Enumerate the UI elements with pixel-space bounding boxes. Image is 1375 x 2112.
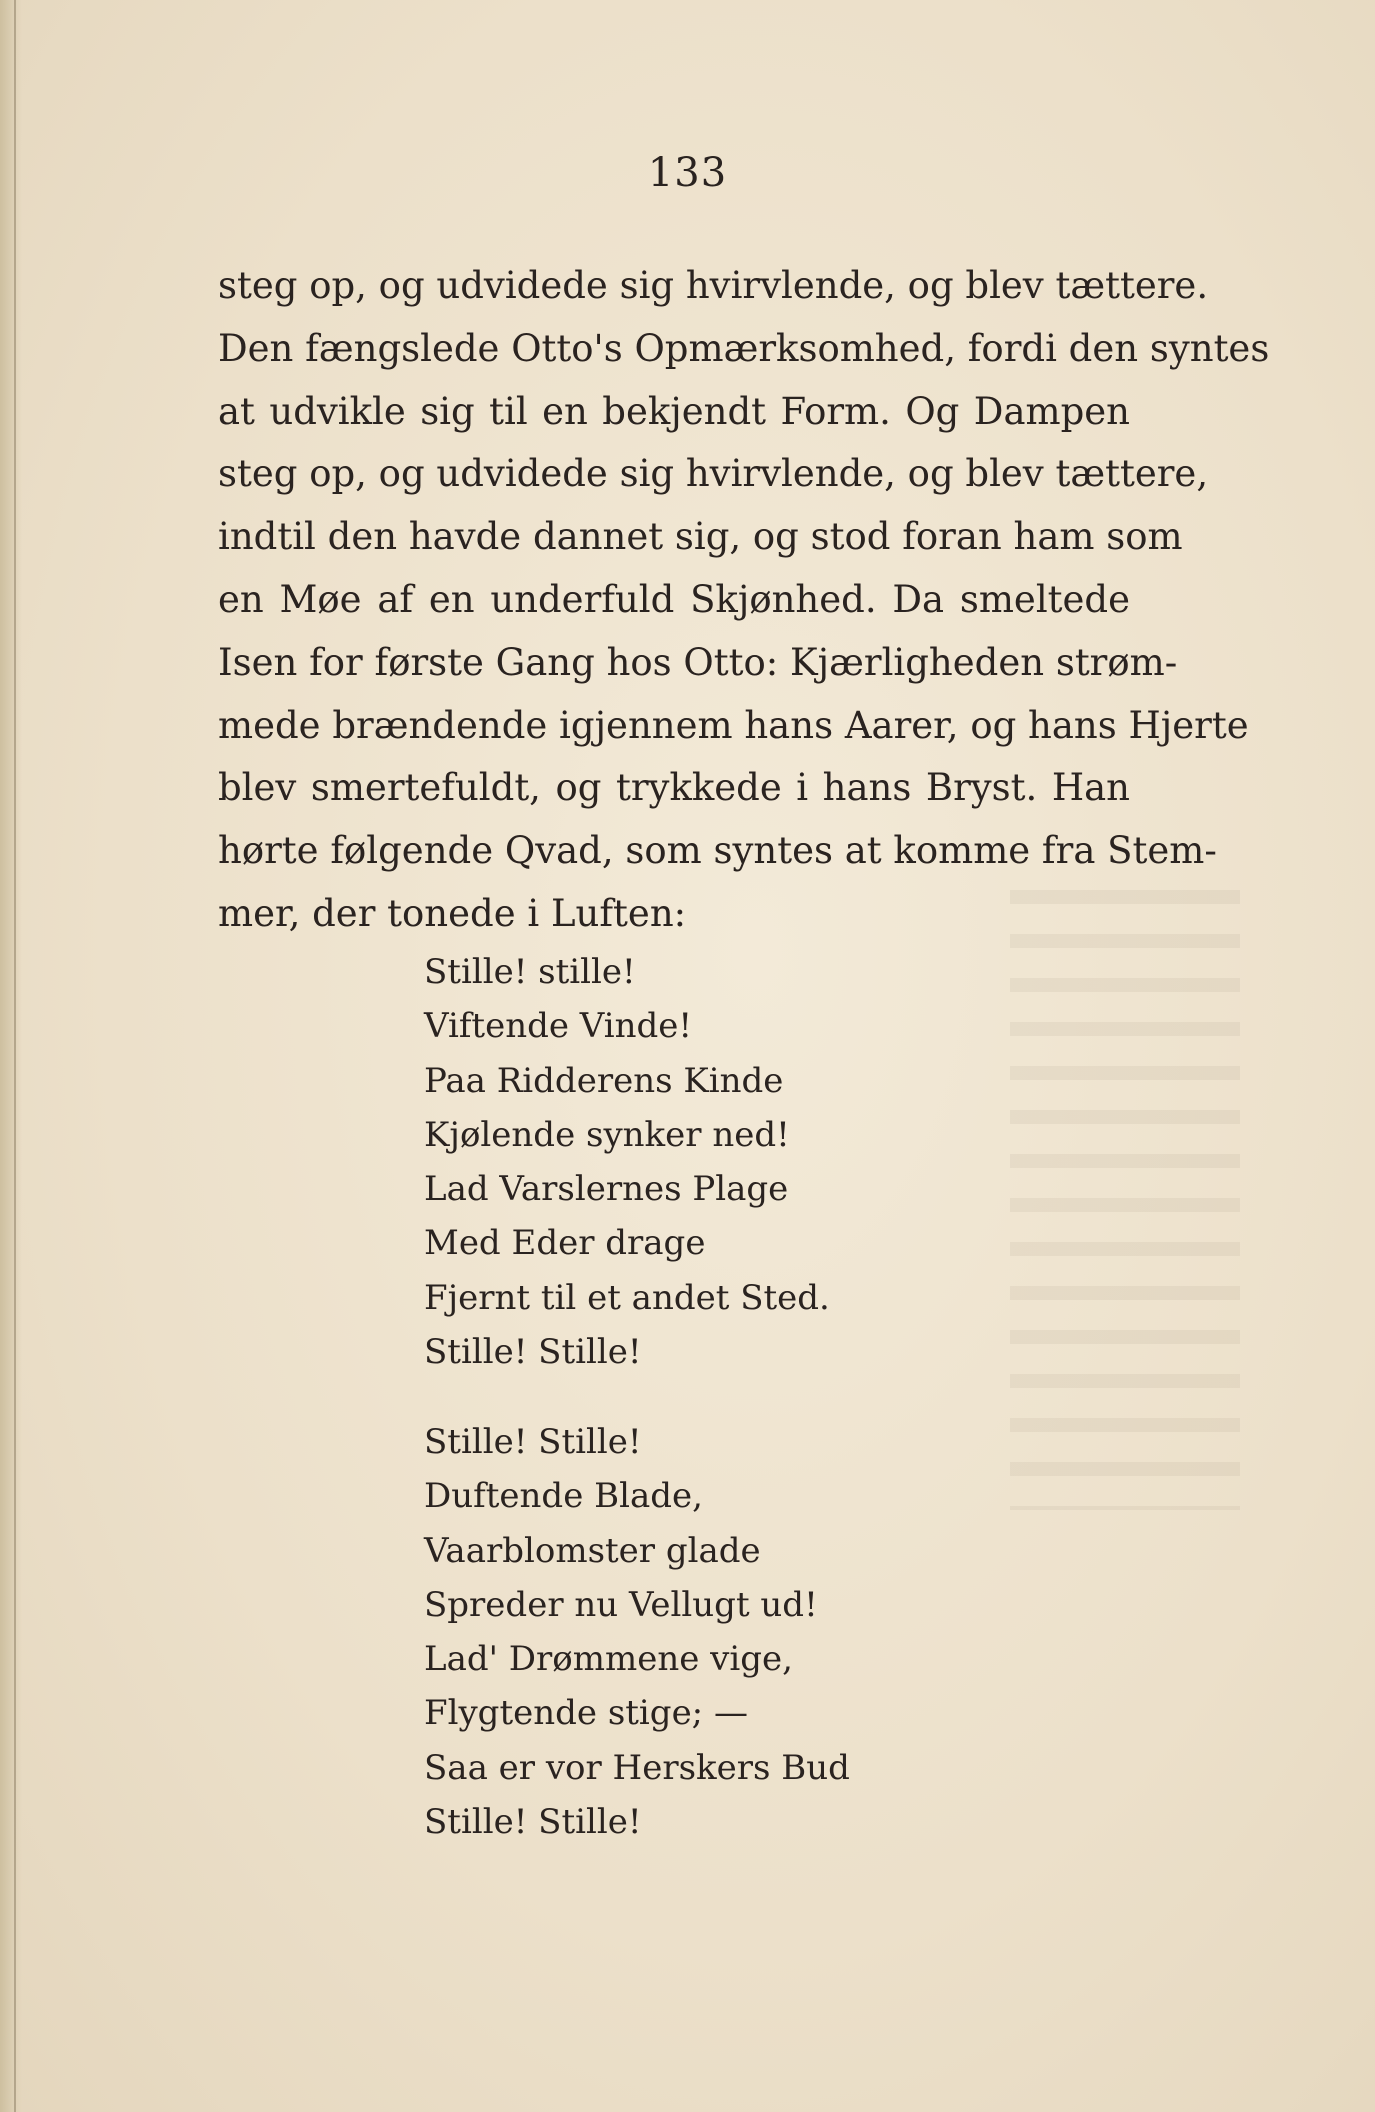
verse-line: Vaarblomster glade: [424, 1530, 761, 1571]
verse-line: Med Eder drage: [424, 1223, 706, 1264]
prose-line: Isen for første Gang hos Otto: Kjærligheden strøm-: [218, 640, 1178, 684]
verse-line: Lad Varslernes Plage: [424, 1169, 789, 1210]
page-number: 133: [647, 150, 728, 196]
prose-line: mer, der tonede i Luften:: [218, 891, 687, 935]
prose-line: blev smertefuldt, og trykkede i hans Bryst. Han: [218, 766, 1130, 810]
verse-line: Kjølende synker ned!: [424, 1114, 790, 1155]
verse-line: Stille! Stille!: [424, 1802, 642, 1843]
verse-line: Stille! Stille!: [424, 1332, 642, 1373]
prose-line: steg op, og udvidede sig hvirvlende, og blev tættere,: [218, 452, 1209, 496]
prose-line: at udvikle sig til en bekjendt Form. Og Dampen: [218, 389, 1130, 433]
prose-line: Den fængslede Otto's Opmærksomhed, fordi den syntes: [218, 326, 1270, 370]
prose-line: indtil den havde dannet sig, og stod foran ham som: [218, 515, 1183, 559]
verse-line: Viftende Vinde!: [424, 1006, 693, 1047]
verse-line: Paa Ridderens Kinde: [424, 1060, 784, 1101]
verse-line: Saa er vor Herskers Bud: [424, 1747, 850, 1788]
verse-line: Flygtende stige; —: [424, 1693, 748, 1734]
prose-line: hørte følgende Qvad, som syntes at komme fra Stem-: [218, 829, 1217, 873]
verse-line: Duftende Blade,: [424, 1476, 703, 1517]
verse-line: Stille! Stille!: [424, 1422, 642, 1462]
show-through-text: [1010, 890, 1240, 1510]
page-binding-edge: [0, 0, 22, 2112]
prose-line: mede brændende igjennem hans Aarer, og hans Hjerte: [218, 703, 1249, 747]
poem-stanza-2: [424, 1415, 850, 1849]
verse-line: Stille! stille!: [424, 952, 636, 992]
poem-stanza-1: [424, 945, 830, 1379]
prose-paragraph: [218, 255, 1270, 946]
page-binding-line: [14, 0, 16, 2112]
verse-line: Lad' Drømmene vige,: [424, 1639, 793, 1680]
verse-line: Spreder nu Vellugt ud!: [424, 1584, 818, 1625]
prose-line: en Møe af en underfuld Skjønhed. Da smeltede: [218, 577, 1130, 621]
prose-line: steg op, og udvidede sig hvirvlende, og blev tættere.: [218, 264, 1209, 307]
verse-line: Fjernt til et andet Sted.: [424, 1277, 830, 1318]
